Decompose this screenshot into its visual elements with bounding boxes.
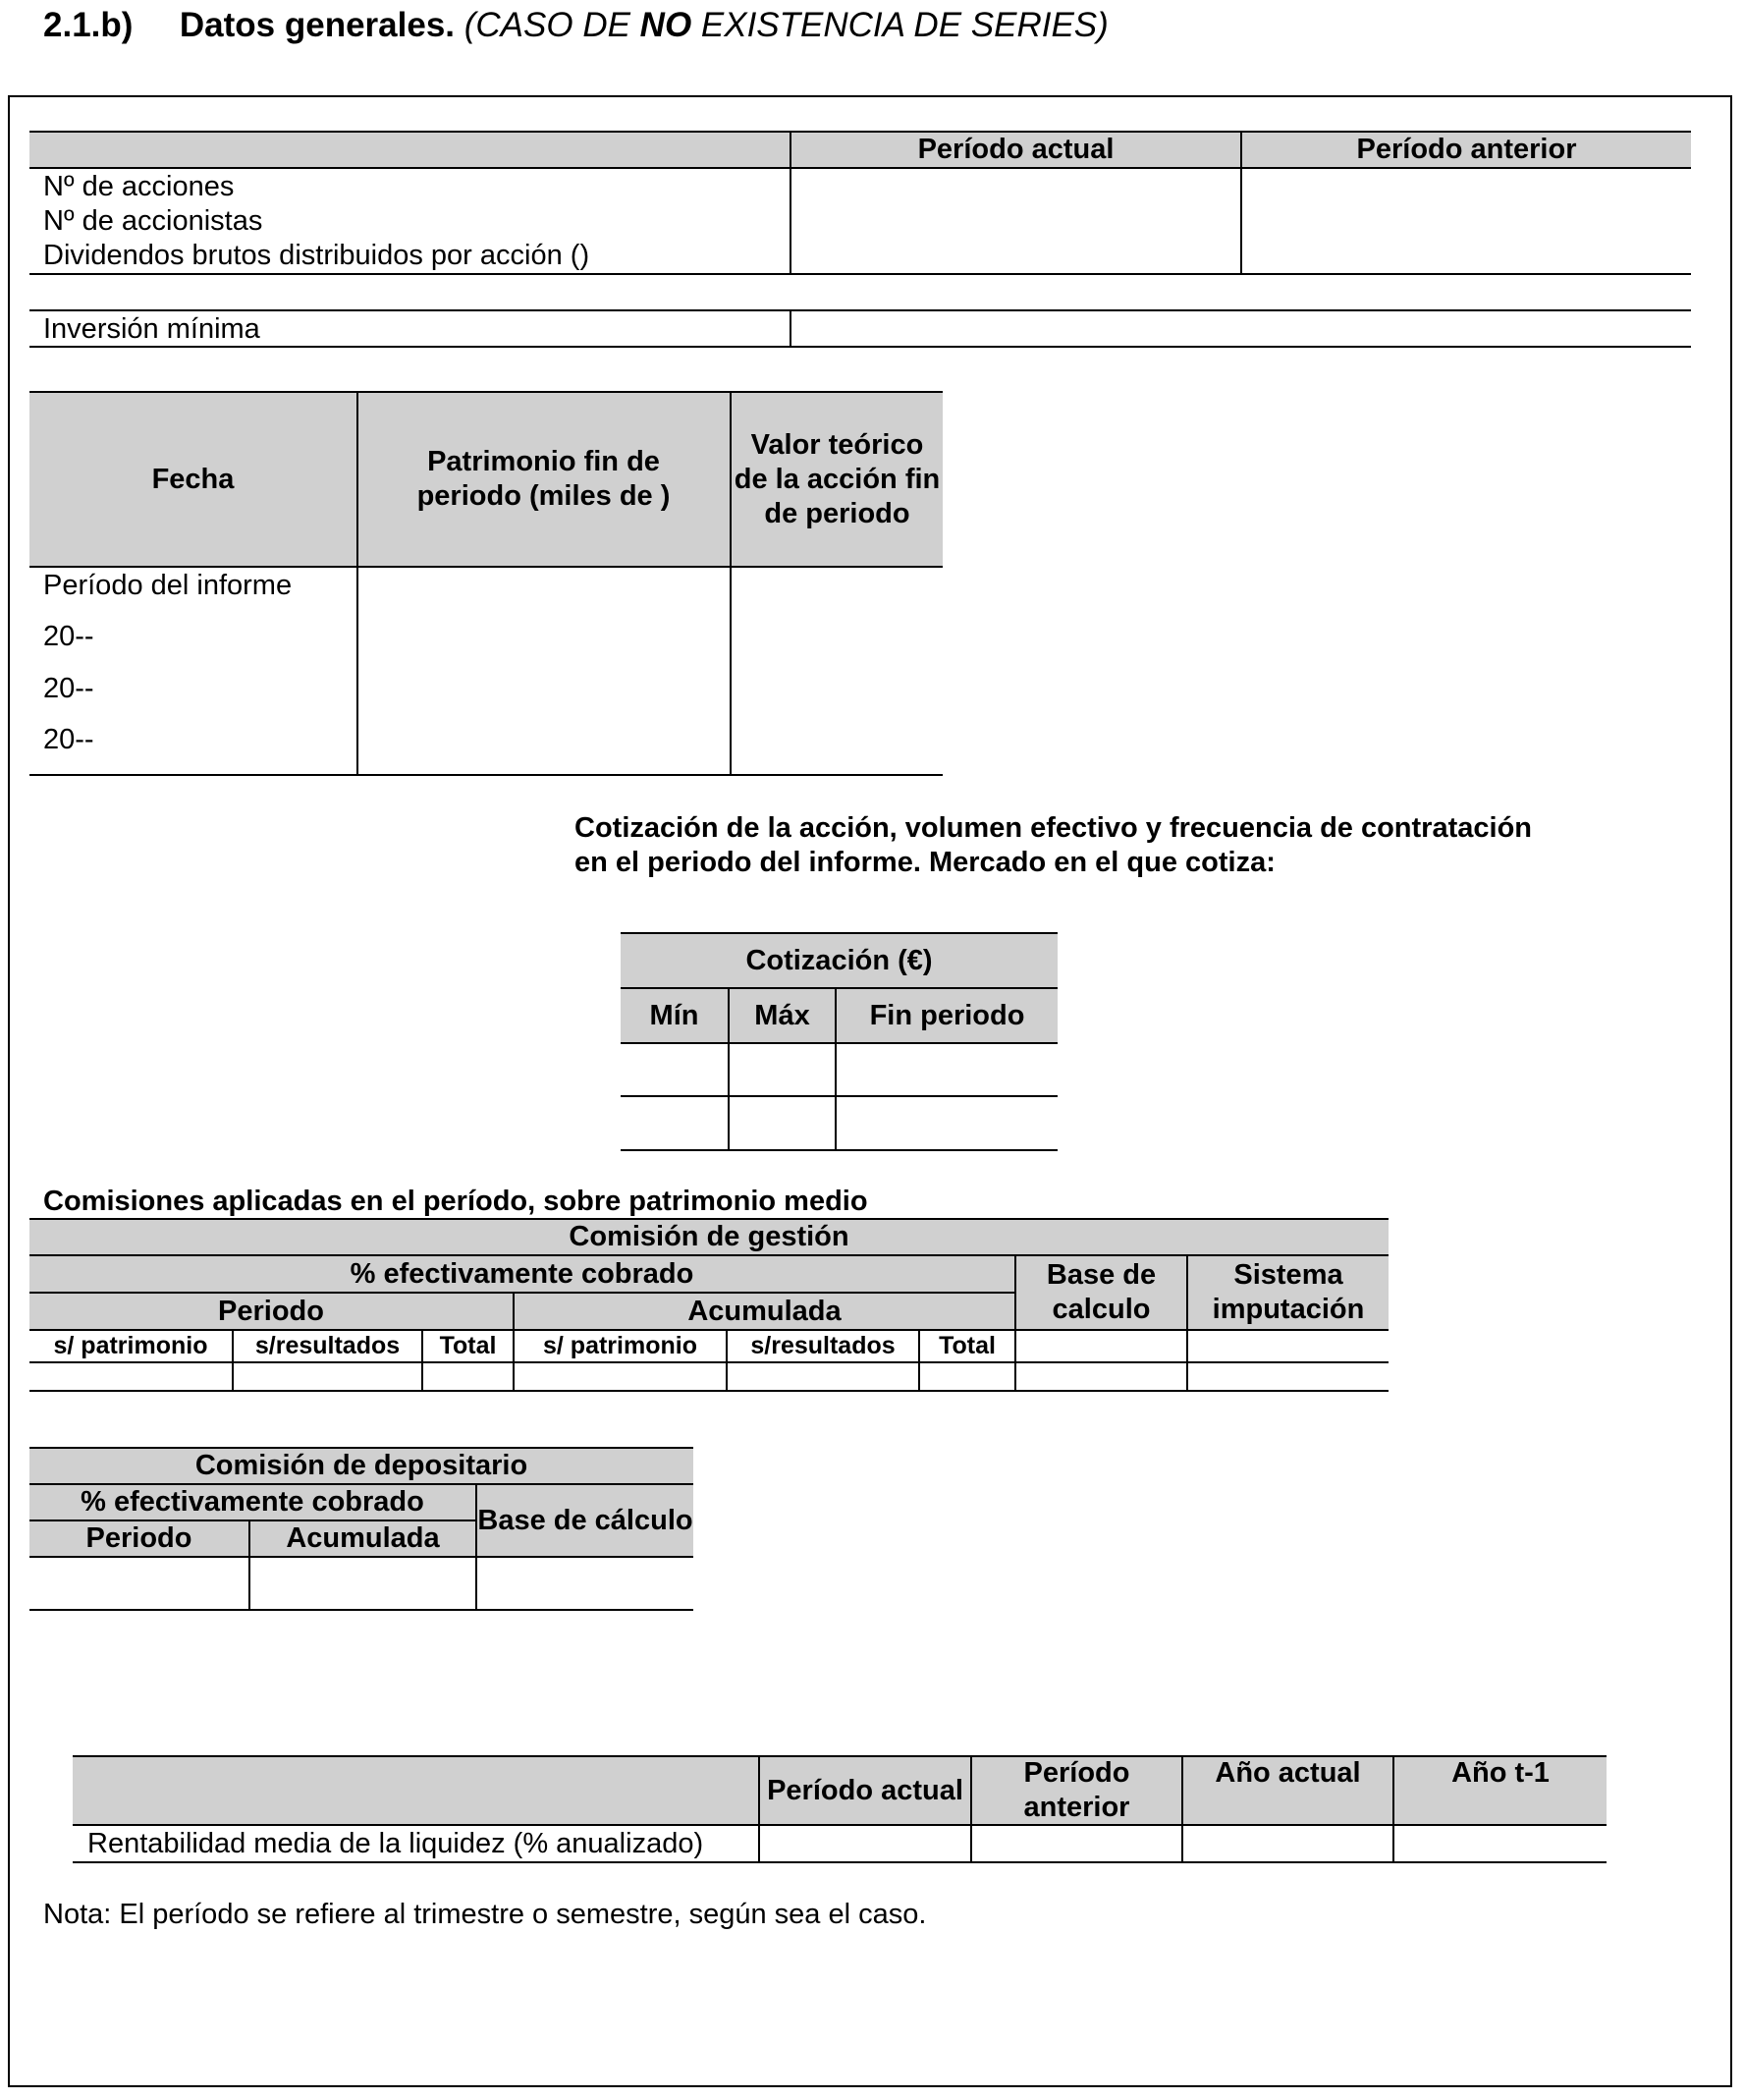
col-min: Mín	[649, 999, 699, 1031]
row-dividendos: Dividendos brutos distribuidos por acción ()	[43, 240, 590, 271]
section-heading	[43, 8, 1109, 42]
rent-row-liquidez: Rentabilidad media de la liquidez (% anualizado)	[87, 1828, 704, 1859]
pct-cobrado: % efectivamente cobrado	[350, 1257, 694, 1290]
sub-col-patrimonio-2: s/ patrimonio	[543, 1331, 697, 1359]
sub-col-resultados-2: s/resultados	[750, 1331, 896, 1359]
gestion-sistema-imputacion: Sistema imputación	[1212, 1259, 1365, 1325]
depositario-pct-cobrado: % efectivamente cobrado	[81, 1486, 424, 1518]
col-max: Máx	[754, 999, 810, 1031]
rent-col-ano-actual: Año actual	[1215, 1757, 1361, 1789]
depositario-acumulada: Acumulada	[286, 1522, 440, 1554]
cotizacion-heading-2: en el periodo del informe. Mercado en el que cotiza:	[574, 847, 1276, 878]
row-periodo-informe: Período del informe	[43, 570, 293, 601]
rent-col-ano-t1: Año t-1	[1451, 1757, 1550, 1789]
section-title: Datos generales.	[179, 6, 456, 44]
depositario-title: Comisión de depositario	[194, 1449, 528, 1481]
sub-col-resultados-1: s/resultados	[254, 1331, 401, 1359]
nota: Nota: El período se refiere al trimestre o semestre, según sea el caso.	[43, 1899, 927, 1930]
comision-gestion-title: Comisión de gestión	[569, 1220, 849, 1252]
row-num-accionistas: Nº de accionistas	[43, 205, 263, 237]
row-year-2: 20--	[43, 673, 94, 704]
section-number: 2.1.b)	[43, 6, 134, 44]
sub-col-patrimonio-1: s/ patrimonio	[53, 1331, 208, 1359]
row-inversion-minima: Inversión mínima	[43, 313, 260, 345]
row-num-acciones: Nº de acciones	[43, 171, 235, 202]
sub-col-total-2: Total	[939, 1331, 996, 1359]
depositario-periodo: Periodo	[85, 1522, 192, 1554]
section-note: (CASO DE NO EXISTENCIA DE SERIES)	[463, 6, 1109, 44]
col-periodo-actual: Período actual	[917, 134, 1115, 165]
row-year-1: 20--	[43, 621, 94, 652]
cotizacion-heading-1: Cotización de la acción, volumen efectivo y frecuencia de contratación	[574, 812, 1532, 844]
gestion-acumulada: Acumulada	[687, 1295, 842, 1327]
depositario-base-calculo: Base de cálculo	[477, 1504, 693, 1536]
sub-col-total-1: Total	[439, 1331, 497, 1359]
comisiones-heading: Comisiones aplicadas en el período, sobre patrimonio medio	[43, 1186, 868, 1217]
row-year-3: 20--	[43, 724, 94, 755]
col-periodo-anterior: Período anterior	[1356, 134, 1577, 165]
col-fin-periodo: Fin periodo	[869, 999, 1025, 1031]
rent-col-periodo-anterior: Período anterior	[1023, 1757, 1130, 1823]
cotizacion-title: Cotización (€)	[745, 944, 933, 976]
col-patrimonio: Patrimonio fin de periodo (miles de )	[416, 446, 671, 512]
col-valor-teorico: Valor teórico de la acción fin de periodo	[734, 428, 941, 529]
rent-col-periodo-actual: Período actual	[767, 1774, 963, 1806]
gestion-periodo: Periodo	[218, 1295, 324, 1327]
gestion-base-calculo: Base de calculo	[1046, 1259, 1157, 1325]
col-fecha: Fecha	[151, 463, 235, 495]
